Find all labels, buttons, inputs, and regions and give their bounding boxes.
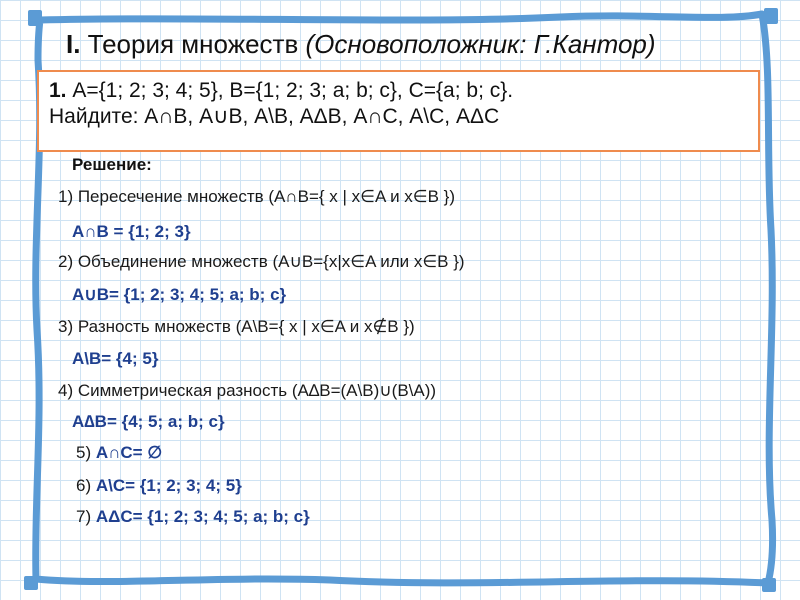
task-sets: А={1; 2; 3; 4; 5}, В={1; 2; 3; a; b; c}, С={a; b; c}.: [66, 79, 514, 102]
solution-line-7: [76, 506, 310, 528]
solution-answer-7: АΔС= {1; 2; 3; 4; 5; a; b; c}: [95, 507, 310, 526]
title-italic: (Основоположник: Г.Кантор): [305, 29, 656, 59]
title-main: Теория множеств: [80, 29, 306, 59]
solution-line-2: 2) Объединение множеств (А∪В={x|x∈A или x∈B }): [58, 252, 465, 271]
solution-answer-6: А\С= {1; 2; 3; 4; 5}: [95, 476, 242, 495]
solution-answer-5: А∩С= ∅: [95, 443, 163, 462]
solution-answer-4: А∆В= {4; 5; a; b; c}: [72, 412, 225, 431]
title-number: I.: [66, 29, 81, 59]
solution-line-1: 1) Пересечение множеств (А∩В={ x | x∈A и x∈B }): [58, 187, 456, 206]
solution-line-4: 4) Симметрическая разность (А∆В=(А\В)∪(В\А)): [58, 381, 437, 400]
slide-title: [66, 27, 656, 61]
corner-pin-bottom-right: [762, 578, 776, 592]
solution-num-7: 7): [76, 507, 96, 526]
solution-heading: Решение:: [72, 155, 152, 174]
solution-answer-3: А\В= {4; 5}: [72, 349, 159, 368]
solution-line-5: [76, 442, 162, 464]
solution-line-3: 3) Разность множеств (А\В={ x | x∈A и x∉B }): [58, 317, 415, 336]
corner-pin-top-right: [764, 8, 778, 24]
task-box: [37, 70, 760, 152]
task-number: 1.: [49, 79, 67, 102]
solution-answer-2: А∪В= {1; 2; 3; 4; 5; a; b; c}: [72, 285, 287, 304]
corner-pin-bottom-left: [24, 576, 38, 590]
corner-pin-top-left: [28, 10, 42, 26]
solution-num-5: 5): [76, 443, 96, 462]
task-line-2: Найдите: А∩В, А∪В, А\В, АΔВ, А∩С, А\С, АΔС: [49, 105, 500, 128]
solution-line-6: [76, 475, 242, 497]
task-line-1: [49, 78, 748, 104]
solution-num-6: 6): [76, 476, 96, 495]
solution-answer-1: А∩В = {1; 2; 3}: [72, 222, 191, 241]
